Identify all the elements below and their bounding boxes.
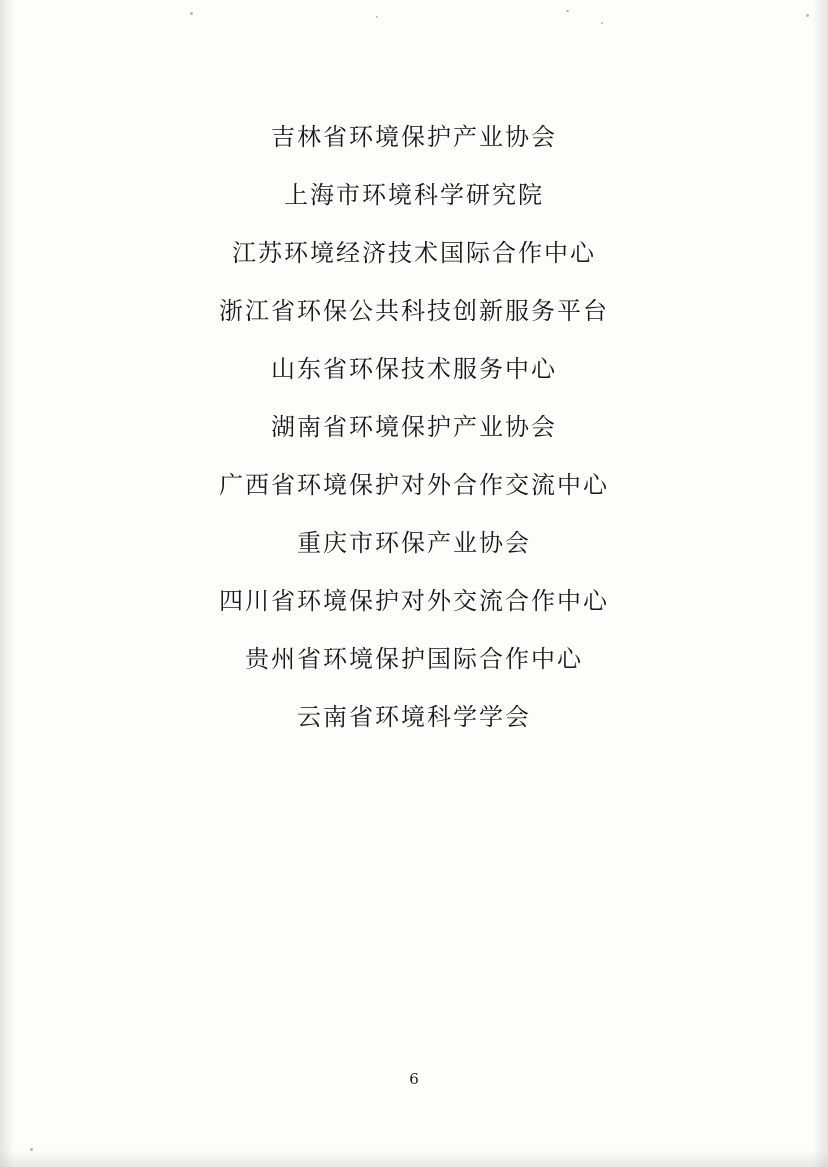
list-item: 山东省环保技术服务中心: [271, 355, 557, 383]
list-item: 江苏环境经济技术国际合作中心: [232, 239, 596, 267]
scan-speck: [601, 22, 603, 24]
page-edge-shadow-bottom: [0, 1149, 828, 1167]
organization-list: [0, 108, 828, 746]
list-item: 广西省环境保护对外合作交流中心: [219, 471, 609, 499]
scan-speck: [806, 14, 809, 17]
list-item: 四川省环境保护对外交流合作中心: [219, 587, 609, 615]
scan-speck: [376, 16, 378, 18]
list-item: 重庆市环保产业协会: [297, 529, 531, 557]
scan-speck: [30, 1148, 33, 1151]
list-item: 吉林省环境保护产业协会: [271, 123, 557, 151]
page-number: 6: [409, 1070, 419, 1088]
list-item: 上海市环境科学研究院: [284, 181, 544, 209]
list-item: 湖南省环境保护产业协会: [271, 413, 557, 441]
scan-speck: [566, 10, 569, 12]
list-item: 云南省环境科学学会: [297, 703, 531, 731]
list-item: 贵州省环境保护国际合作中心: [245, 645, 583, 673]
list-item: 浙江省环保公共科技创新服务平台: [219, 297, 609, 325]
scan-speck: [190, 12, 193, 15]
